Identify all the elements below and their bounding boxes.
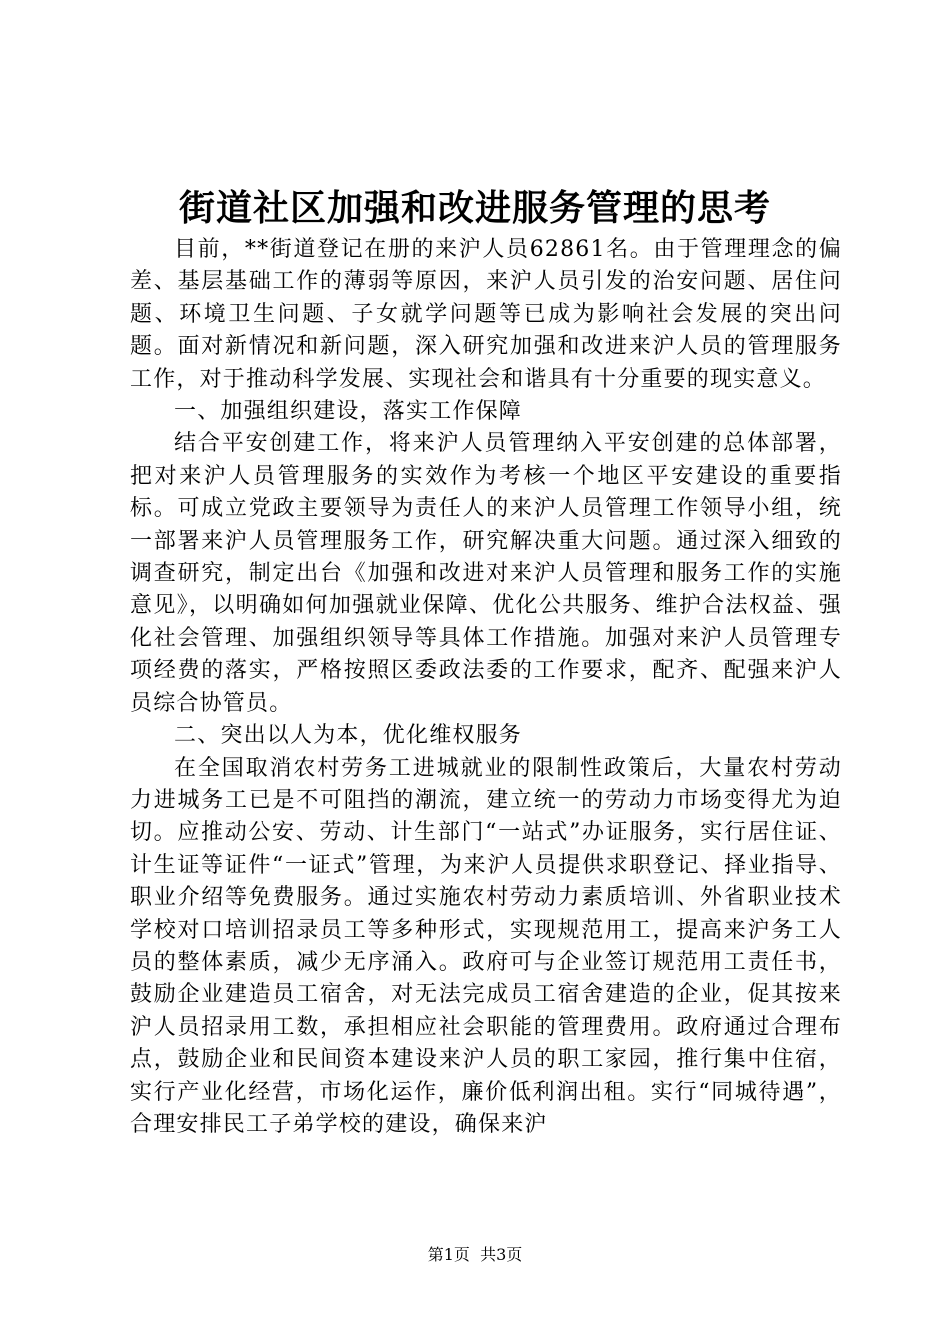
document-title: 街道社区加强和改进服务管理的思考 <box>178 187 771 229</box>
document-body <box>130 234 842 1141</box>
paragraph-section-1: 结合平安创建工作，将来沪人员管理纳入平安创建的总体部署，把对来沪人员管理服务的实效作为考核一个地区平安建设的重要指标。可成立党政主要领导为责任人的来沪人员管理工作领导小组，统一部署来沪人员管理服务工作，研究解决重大问题。通过深入细致的调查研究，制定出台《加强和改进对来沪人员管理和服务工作的实施意见》，以明确如何加强就业保障、优化公共服务、维护合法权益、强化社会管理、加强组织领导等具体工作措施。加强对来沪人员管理专项经费的落实，严格按照区委政法委的工作要求，配齐、配强来沪人员综合协管员。 <box>130 431 842 716</box>
page-footer: 第1页 共3页 <box>427 1245 523 1264</box>
paragraph-intro: 目前，**街道登记在册的来沪人员62861名。由于管理理念的偏差、基层基础工作的薄弱等原因，来沪人员引发的治安问题、居住问题、环境卫生问题、子女就学问题等已成为影响社会发展的突出问题。面对新情况和新问题，深入研究加强和改进来沪人员的管理服务工作，对于推动科学发展、实现社会和谐具有十分重要的现实意义。 <box>130 237 842 392</box>
paragraph-section-2: 在全国取消农村劳务工进城就业的限制性政策后，大量农村劳动力进城务工已是不可阻挡的潮流，建立统一的劳动力市场变得尤为迫切。应推动公安、劳动、计生部门“一站式”办证服务，实行居住证、计生证等证件“一证式”管理，为来沪人员提供求职登记、择业指导、职业介绍等免费服务。通过实施农村劳动力素质培训、外省职业技术学校对口培训招录员工等多种形式，实现规范用工，提高来沪务工人员的整体素质，减少无序涌入。政府可与企业签订规范用工责任书，鼓励企业建造员工宿舍，对无法完成员工宿舍建造的企业，促其按来沪人员招录用工数，承担相应社会职能的管理费用。政府通过合理布点，鼓励企业和民间资本建设来沪人员的职工家园，推行集中住宿，实行产业化经营，市场化运作，廉价低利润出租。实行“同城待遇”，合理安排民工子弟学校的建设，确保来沪 <box>130 755 842 1137</box>
section-heading-2: 二、突出以人为本，优化维权服务 <box>174 723 523 749</box>
section-heading-1: 一、加强组织建设，落实工作保障 <box>174 399 523 425</box>
